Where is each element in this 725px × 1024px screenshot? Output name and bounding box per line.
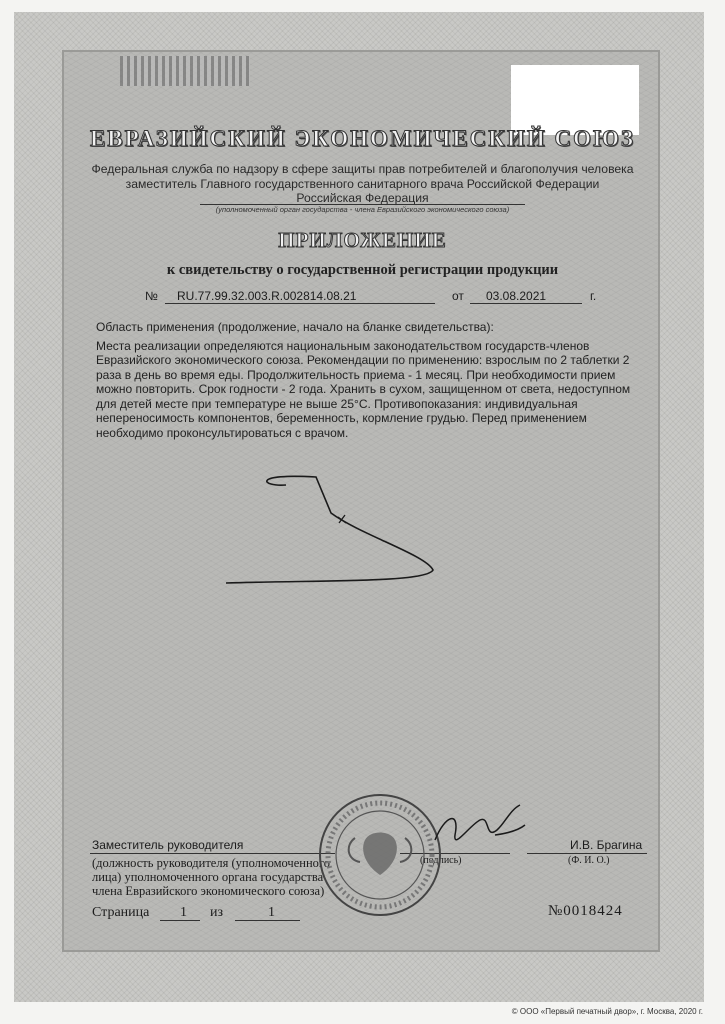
redaction-box: [511, 65, 639, 135]
page-total-underline: [235, 920, 300, 921]
signature-stroke: [435, 805, 525, 840]
z-line-stroke: [226, 476, 433, 583]
official-position-line: заместитель Главного государственного санитарного врача Российской Федерации: [125, 177, 600, 191]
name-underline: [527, 853, 647, 854]
printer-credit: © ООО «Первый печатный двор», г. Москва, 2020 г.: [511, 1007, 703, 1016]
union-title: ЕВРАЗИЙСКИЙ ЭКОНОМИЧЕСКИЙ СОЮЗ: [89, 126, 636, 151]
registration-number: RU.77.99.32.003.R.002814.08.21: [177, 289, 357, 303]
year-suffix: г.: [590, 289, 597, 303]
application-area-title: Область применения (продолжение, начало на бланке свидетельства):: [96, 320, 494, 334]
date-label: от: [452, 289, 464, 303]
position-caption-1: (должность руководителя (уполномоченного: [92, 856, 330, 870]
number-underline: [165, 303, 435, 304]
authority-line: Федеральная служба по надзору в сфере защиты прав потребителей и благополучия человека: [91, 162, 634, 176]
ornament-pattern: [120, 56, 250, 86]
authority-caption: (уполномоченный орган государства - члена Евразийского экономического союза): [215, 205, 510, 214]
page-of-label: из: [210, 905, 224, 920]
application-area: [96, 320, 644, 440]
signatory-position: Заместитель руководителя: [92, 838, 244, 852]
annex-subtitle: к свидетельству о государственной регистрации продукции: [166, 262, 559, 278]
position-caption-3: члена Евразийского экономического союза): [92, 884, 325, 898]
z-line-mark: [221, 465, 451, 595]
country-line: Российская Федерация: [296, 191, 429, 205]
number-label: №: [145, 289, 158, 303]
application-area-text: Места реализации определяются национальным законодательством государств-членов Евразийского экономического союза. Рекомендации по применению: взрослым по 2 таблетки 2 раза в день во время еды. Продолжительность приема - 1 месяц. При необходимости прием можно повторить. Срок годности - 2 года. Хранить в сухом, защищенном от света, недоступном для детей месте при температуре не выше 25°С. Противопоказания: индивидуальная непереносимость компонентов, беременность, кормление грудью. Перед применением необходимо проконсультироваться с врачом.: [96, 338, 631, 440]
annex-title: ПРИЛОЖЕНИЕ: [278, 228, 447, 252]
position-underline: [90, 853, 335, 854]
registration-date: 03.08.2021: [486, 289, 547, 303]
name-caption: (Ф. И. О.): [568, 855, 610, 866]
date-underline: [470, 303, 582, 304]
page-current: 1: [180, 905, 187, 920]
handwritten-signature: [425, 795, 535, 865]
page-current-underline: [160, 920, 200, 921]
position-caption-2: лица) уполномоченного органа государства: [92, 870, 324, 884]
page-total: 1: [268, 905, 275, 920]
blank-serial-number: №0018424: [548, 903, 623, 919]
stamp-emblem: [363, 833, 397, 876]
signature-caption: (подпись): [420, 855, 462, 866]
signatory-name: И.В. Брагина: [570, 838, 643, 852]
page-label: Страница: [92, 905, 150, 920]
